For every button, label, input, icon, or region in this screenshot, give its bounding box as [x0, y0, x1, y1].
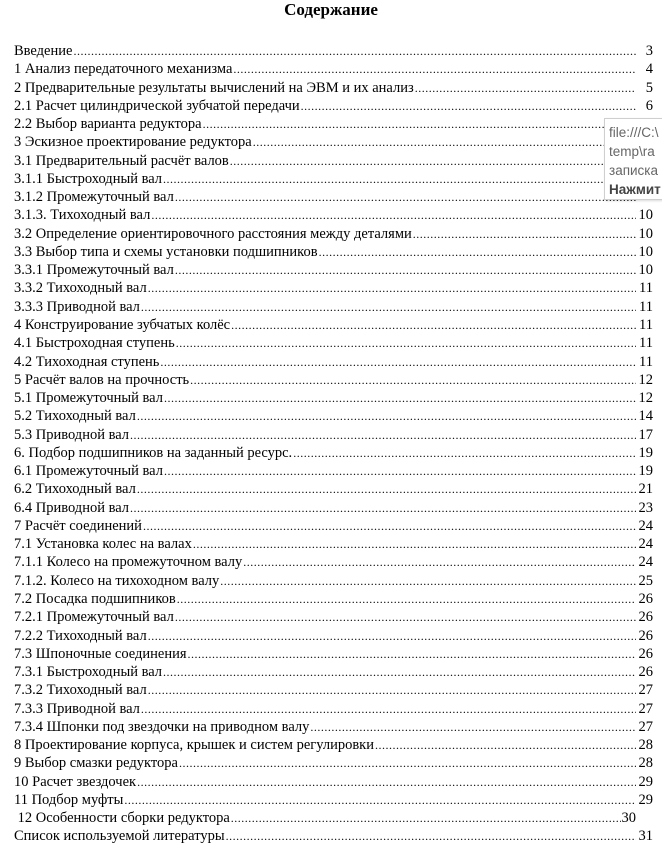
toc-entry-title: 2.2 Выбор варианта редуктора [14, 116, 202, 133]
dot-leader [177, 590, 636, 608]
toc-entry-title: 2 Предварительные результаты вычислений на ЭВМ и их анализ [14, 79, 414, 96]
toc-entry[interactable] [14, 97, 653, 115]
dot-leader [231, 809, 621, 827]
dot-leader [175, 261, 636, 279]
dot-leader [130, 426, 636, 444]
toc-entry-page: 28 [638, 755, 653, 772]
toc-entry-page: 11 [639, 353, 653, 370]
toc-entry[interactable] [14, 444, 653, 462]
dot-leader [143, 517, 636, 535]
toc-entry-title: 7.1.1 Колесо на промежуточном валу [14, 554, 243, 571]
toc-entry-page: 6 [645, 97, 653, 114]
toc-entry-page: 27 [638, 718, 653, 735]
dot-leader [130, 499, 636, 517]
toc-entry[interactable] [14, 225, 653, 243]
dot-leader [243, 553, 636, 571]
toc-entry-title: 7.1 Установка колес на валах [14, 536, 192, 553]
dot-leader [203, 115, 636, 133]
toc-entry[interactable] [14, 371, 653, 389]
dot-leader [175, 188, 636, 206]
toc-entry-page: 11 [639, 280, 653, 297]
toc-entry[interactable] [14, 681, 653, 699]
dot-leader [193, 535, 636, 553]
toc-entry-title: Список используемой литературы [14, 828, 225, 845]
toc-entry-page: 10 [638, 225, 653, 242]
toc-entry-page: 26 [638, 664, 653, 681]
toc-entry[interactable] [14, 572, 653, 590]
toc-entry-title: 4 Конструирование зубчатых колёс [14, 316, 231, 333]
dot-leader [124, 791, 636, 809]
dot-leader [164, 462, 636, 480]
dot-leader [293, 444, 636, 462]
toc-entry-title: 6. Подбор подшипников на заданный ресурс. [14, 444, 293, 461]
toc-entry[interactable] [14, 700, 653, 718]
dot-leader [148, 627, 636, 645]
toc-entry[interactable] [14, 79, 653, 97]
dot-leader [163, 663, 636, 681]
dot-leader [188, 645, 636, 663]
dot-leader [163, 170, 636, 188]
dot-leader [151, 206, 636, 224]
toc-entry-page: 27 [638, 700, 653, 717]
toc-entry-page: 12 [638, 390, 653, 407]
toc-entry[interactable] [14, 718, 653, 736]
dot-leader [413, 225, 636, 243]
toc-entry[interactable] [14, 499, 653, 517]
dot-leader [176, 334, 636, 352]
toc-entry[interactable] [14, 115, 653, 133]
toc-entry[interactable] [14, 773, 653, 791]
toc-entry-title: 12 Особенности сборки редуктора [14, 810, 230, 827]
toc-entry-page: 24 [638, 536, 653, 553]
toc-entry[interactable] [14, 407, 653, 425]
dot-leader [319, 243, 636, 261]
dot-leader [160, 353, 636, 371]
toc-entry-title: 7.3 Шпоночные соединения [14, 645, 187, 662]
dot-leader [148, 681, 636, 699]
toc-entry-page: 26 [638, 627, 653, 644]
toc-entry-title: 4.1 Быстроходная ступень [14, 335, 175, 352]
toc-entry-title: 6.1 Промежуточный вал [14, 463, 163, 480]
dot-leader [148, 279, 636, 297]
toc-entry[interactable] [14, 754, 653, 772]
toc-entry-title: 7.2.1 Промежуточный вал [14, 609, 174, 626]
tooltip-path-line: записка [609, 163, 659, 178]
dot-leader [231, 316, 636, 334]
tooltip-path-line: file:///C:\ [609, 125, 659, 140]
toc-entry-title: 8 Проектирование корпуса, крышек и систем регулировки [14, 737, 374, 754]
toc-entry-title: 10 Расчет звездочек [14, 773, 137, 790]
toc-entry[interactable] [14, 663, 653, 681]
dot-leader [220, 572, 636, 590]
toc-entry-page: 31 [638, 828, 653, 845]
toc-entry[interactable] [14, 298, 653, 316]
toc-entry-page: 23 [638, 499, 653, 516]
toc-entry[interactable] [14, 42, 653, 60]
toc-entry-title: 3.1.1 Быстроходный вал [14, 170, 163, 187]
toc-entry-title: 1 Анализ передаточного механизма [14, 61, 233, 78]
link-tooltip[interactable] [604, 118, 662, 200]
dot-leader [179, 754, 636, 772]
toc-entry-page: 3 [645, 43, 653, 59]
toc-entry[interactable] [14, 243, 653, 261]
toc-entry-page: 12 [638, 371, 653, 388]
toc-entry-title: 7.3.4 Шпонки под звездочки на приводном валу [14, 718, 310, 735]
toc-entry-page: 10 [638, 207, 653, 224]
toc-entry-title: 7.2 Посадка подшипников [14, 590, 176, 607]
toc-entry-title: 3.1 Предварительный расчёт валов [14, 152, 229, 169]
dot-leader [137, 480, 636, 498]
toc-entry-page: 27 [638, 682, 653, 699]
toc-entry-page: 11 [639, 316, 653, 333]
toc-entry[interactable] [14, 170, 653, 188]
toc-entry-title: Введение [14, 43, 73, 59]
tooltip-path-line: temp\ra [609, 144, 655, 159]
toc-entry[interactable] [14, 426, 653, 444]
toc-entry-page: 26 [638, 645, 653, 662]
toc-entry-title: 7.3.2 Тихоходный вал [14, 682, 147, 699]
toc-entry-title: 7.2.2 Тихоходный вал [14, 627, 147, 644]
toc-entry[interactable] [14, 627, 653, 645]
toc-entry-page: 26 [638, 590, 653, 607]
toc-entry-page: 19 [638, 444, 653, 461]
toc-entry[interactable] [14, 809, 636, 827]
dot-leader [164, 389, 636, 407]
dot-leader [141, 700, 636, 718]
toc-entry-page: 19 [638, 463, 653, 480]
toc-entry-title: 7.3.1 Быстроходный вал [14, 664, 163, 681]
toc-entry-title: 7.1.2. Колесо на тихоходном валу [14, 572, 220, 589]
toc-entry-title: 5.1 Промежуточный вал [14, 390, 163, 407]
toc-entry-page: 14 [638, 408, 653, 425]
dot-leader [415, 79, 636, 97]
toc-entry-title: 6.4 Приводной вал [14, 499, 130, 516]
table-of-contents [14, 42, 653, 846]
toc-entry-page: 26 [638, 609, 653, 626]
toc-entry[interactable] [14, 188, 653, 206]
toc-entry-page: 24 [638, 517, 653, 534]
toc-entry[interactable] [14, 60, 653, 78]
toc-entry-page: 24 [638, 554, 653, 571]
toc-entry-title: 3.3.1 Промежуточный вал [14, 262, 174, 279]
dot-leader [375, 736, 636, 754]
toc-entry[interactable] [14, 152, 653, 170]
toc-entry[interactable] [14, 736, 653, 754]
toc-entry-title: 11 Подбор муфты [14, 791, 124, 808]
tooltip-action-hint: Нажмит [609, 182, 661, 197]
dot-leader [141, 298, 636, 316]
dot-leader [230, 152, 636, 170]
toc-entry-page: 28 [638, 737, 653, 754]
toc-entry-title: 3.1.3. Тихоходный вал [14, 207, 151, 224]
toc-entry-title: 4.2 Тихоходная ступень [14, 353, 160, 370]
toc-entry[interactable] [14, 827, 653, 845]
toc-entry-page: 17 [638, 426, 653, 443]
toc-entry-title: 5.3 Приводной вал [14, 426, 130, 443]
toc-entry-title: 5 Расчёт валов на прочность [14, 371, 190, 388]
toc-entry-title: 2.1 Расчет цилиндрической зубчатой передачи [14, 97, 300, 114]
toc-entry[interactable] [14, 645, 653, 663]
toc-entry-title: 9 Выбор смазки редуктора [14, 755, 178, 772]
toc-entry-page: 21 [638, 481, 653, 498]
toc-entry-title: 7 Расчёт соединений [14, 517, 142, 534]
toc-entry-title: 5.2 Тихоходный вал [14, 408, 136, 425]
page-title: Содержание [284, 0, 378, 19]
toc-entry-title: 3.3 Выбор типа и схемы установки подшипников [14, 243, 318, 260]
toc-entry[interactable] [14, 590, 653, 608]
dot-leader [226, 827, 636, 845]
toc-entry-title: 3.3.2 Тихоходный вал [14, 280, 147, 297]
dot-leader [175, 608, 636, 626]
toc-entry-page: 29 [638, 773, 653, 790]
dot-leader [310, 718, 636, 736]
dot-leader [301, 97, 636, 115]
toc-entry-title: 3.2 Определение ориентировочного расстояния между деталями [14, 225, 412, 242]
dot-leader [137, 407, 636, 425]
toc-entry[interactable] [14, 553, 653, 571]
toc-entry[interactable] [14, 389, 653, 407]
toc-entry-page: 11 [639, 298, 653, 315]
toc-entry-page: 5 [645, 79, 653, 96]
toc-entry-page: 11 [639, 335, 653, 352]
toc-entry[interactable] [14, 480, 653, 498]
toc-entry[interactable] [14, 316, 653, 334]
dot-leader [137, 773, 636, 791]
toc-entry-title: 3.3.3 Приводной вал [14, 298, 140, 315]
toc-entry-page: 10 [638, 262, 653, 279]
toc-entry-page: 10 [638, 243, 653, 260]
toc-entry-title: 3 Эскизное проектирование редуктора [14, 134, 252, 151]
toc-entry[interactable] [14, 261, 653, 279]
dot-leader [233, 60, 636, 78]
toc-entry-title: 3.1.2 Промежуточный вал [14, 189, 174, 206]
toc-entry[interactable] [14, 353, 653, 371]
dot-leader [190, 371, 636, 389]
toc-entry[interactable] [14, 517, 653, 535]
toc-entry-title: 6.2 Тихоходный вал [14, 481, 136, 498]
toc-entry[interactable] [14, 133, 653, 151]
toc-entry[interactable] [14, 279, 653, 297]
toc-entry[interactable] [14, 608, 653, 626]
toc-entry[interactable] [14, 334, 653, 352]
toc-entry[interactable] [14, 535, 653, 553]
toc-entry-page: 30 [621, 810, 636, 827]
toc-entry[interactable] [14, 462, 653, 480]
toc-entry-page: 29 [638, 791, 653, 808]
dot-leader [73, 42, 636, 60]
toc-entry[interactable] [14, 791, 653, 809]
toc-entry-page: 25 [638, 572, 653, 589]
toc-entry-page: 4 [645, 61, 653, 78]
dot-leader [253, 133, 636, 151]
toc-entry-title: 7.3.3 Приводной вал [14, 700, 140, 717]
toc-entry[interactable] [14, 206, 653, 224]
